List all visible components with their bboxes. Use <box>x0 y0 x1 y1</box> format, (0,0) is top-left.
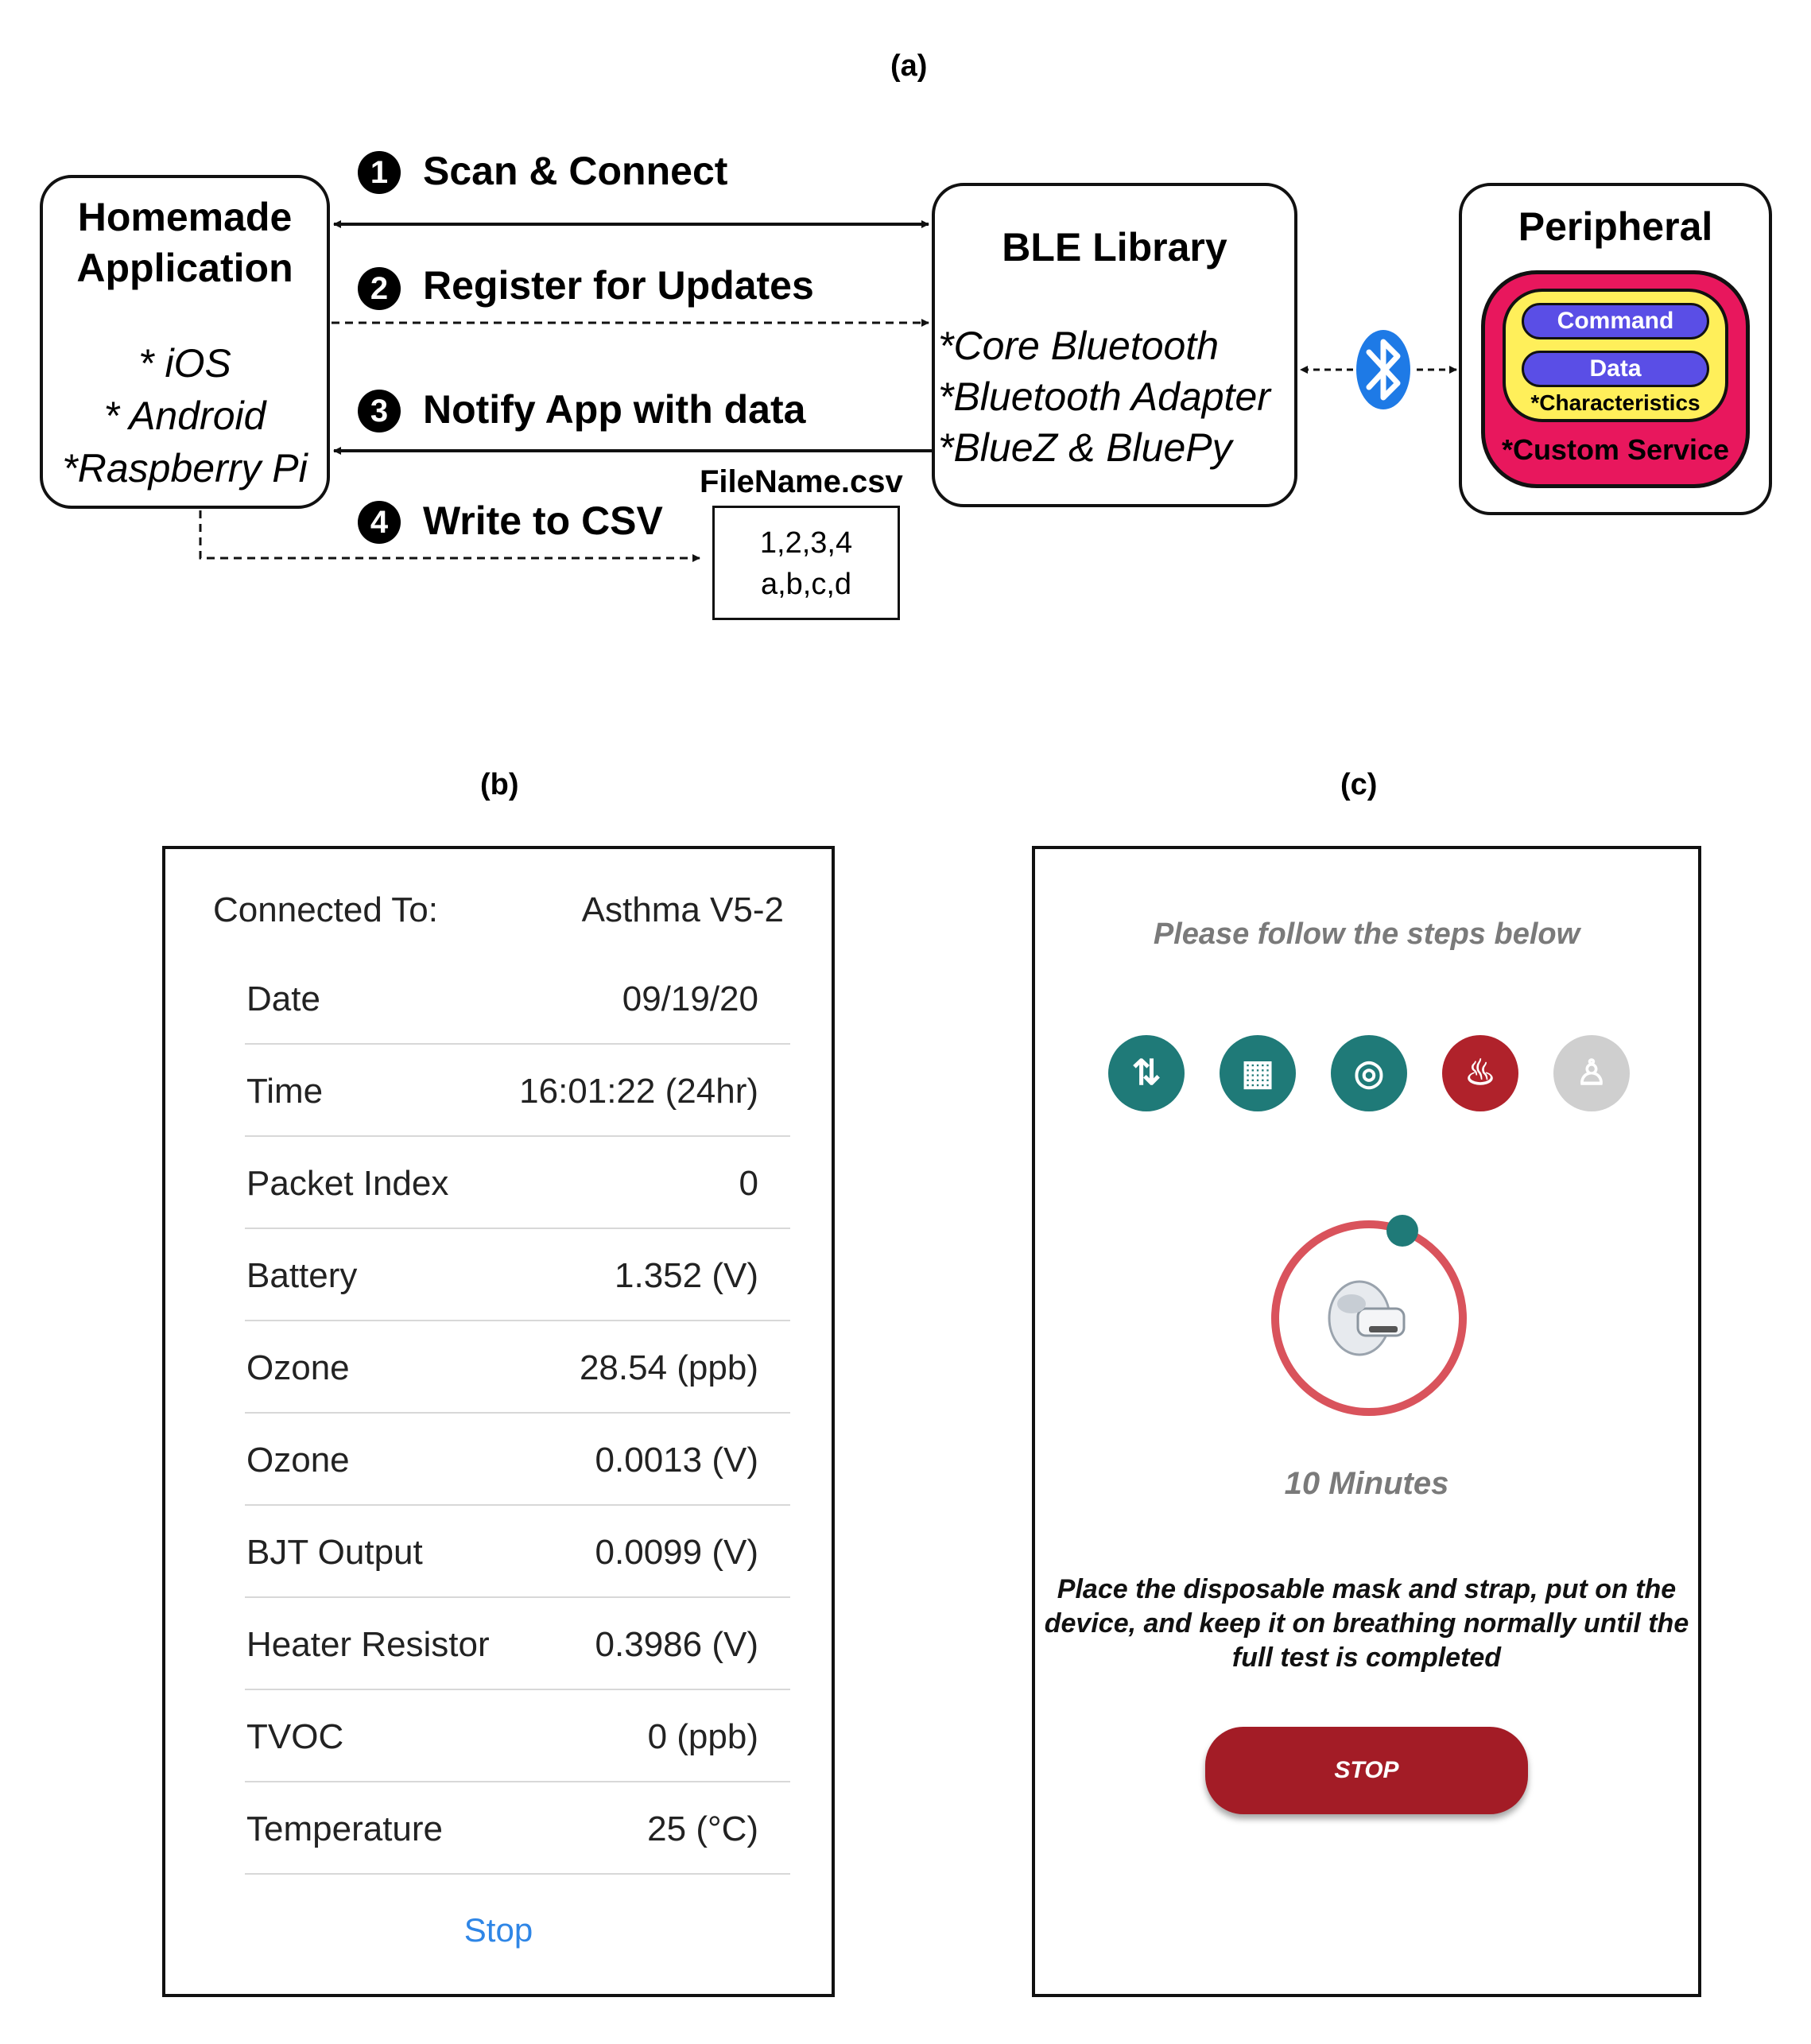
timer-label: 10 Minutes <box>1284 1466 1449 1501</box>
table-row <box>245 952 790 1045</box>
table-row <box>245 1045 790 1137</box>
panel-a-arrows <box>0 0 1811 716</box>
step-2-badge: 2 <box>358 267 401 310</box>
row-label: BJT Output <box>246 1533 423 1572</box>
step-3-text: Notify App with data <box>423 387 806 432</box>
csv-file-box <box>712 506 900 620</box>
row-label: Heater Resistor <box>246 1625 490 1664</box>
platform-android: * Android <box>103 394 266 438</box>
sensor-readings-screen <box>162 846 835 1997</box>
row-value: 16:01:22 (24hr) <box>519 1072 758 1111</box>
row-label: Ozone <box>246 1441 350 1480</box>
mask-device-icon <box>1329 1282 1404 1355</box>
panel-b-label: (b) <box>480 768 519 801</box>
row-value: 1.352 (V) <box>615 1256 758 1295</box>
grid-icon[interactable]: ▦ <box>1220 1035 1296 1111</box>
panel-a-label: (a) <box>890 49 928 83</box>
table-row <box>245 1598 790 1690</box>
instruction-text: Place the disposable mask and strap, put on the device, and keep it on breathing normally until the full test is completed <box>1044 1574 1689 1673</box>
step-1-badge: 1 <box>358 151 401 194</box>
step-4-text: Write to CSV <box>423 498 663 543</box>
swap-icon[interactable]: ⇅ <box>1108 1035 1185 1111</box>
target-icon[interactable]: ◎ <box>1331 1035 1407 1111</box>
timer-ring <box>1258 1207 1480 1429</box>
table-row <box>245 1782 790 1875</box>
row-label: Time <box>246 1072 324 1111</box>
platform-raspberry-pi: *Raspberry Pi <box>62 446 308 491</box>
app-title-line1: Homemade <box>77 195 293 239</box>
step-4-badge: 4 <box>358 501 401 544</box>
test-progress-screen <box>1032 846 1701 1997</box>
step-3-badge: 3 <box>358 390 401 432</box>
csv-filename: FileName.csv <box>700 464 903 499</box>
row-label: Ozone <box>246 1348 350 1387</box>
table-row <box>245 1321 790 1414</box>
table-row <box>245 1506 790 1598</box>
row-value: 0 <box>739 1164 758 1203</box>
step-2-text: Register for Updates <box>423 263 814 308</box>
bluetooth-icon <box>1356 330 1410 409</box>
row-value: 25 (°C) <box>647 1809 758 1848</box>
stop-button[interactable]: STOP <box>1205 1727 1528 1814</box>
app-title-line2: Application <box>76 246 293 290</box>
table-row <box>245 1137 790 1229</box>
peripheral-title: Peripheral <box>1518 204 1713 249</box>
ble-item-bluez-bluepy: *BlueZ & BluePy <box>938 425 1232 470</box>
ble-item-core-bluetooth: *Core Bluetooth <box>938 324 1220 368</box>
row-value: 28.54 (ppb) <box>579 1348 758 1387</box>
table-row <box>245 1414 790 1506</box>
table-row <box>245 1690 790 1782</box>
row-value: 0.3986 (V) <box>595 1625 758 1664</box>
flame-icon[interactable]: ♨ <box>1442 1035 1518 1111</box>
data-label: Data <box>1589 355 1642 382</box>
csv-line-1: 1,2,3,4 <box>759 526 853 560</box>
row-value: 09/19/20 <box>622 979 758 1018</box>
row-label: Date <box>246 979 320 1018</box>
characteristics-label: *Characteristics <box>1530 390 1700 415</box>
steps-heading: Please follow the steps below <box>1153 917 1580 951</box>
row-label: Battery <box>246 1256 358 1295</box>
panel-c-label: (c) <box>1340 768 1378 801</box>
csv-line-2: a,b,c,d <box>760 568 852 601</box>
table-row <box>245 1229 790 1321</box>
timer-knob <box>1386 1215 1418 1247</box>
row-value: 0.0013 (V) <box>595 1441 758 1480</box>
row-label: Packet Index <box>246 1164 449 1203</box>
row-value: 0.0099 (V) <box>595 1533 758 1572</box>
stop-link[interactable]: Stop <box>463 1911 533 1949</box>
ble-title: BLE Library <box>1002 225 1227 270</box>
platform-ios: * iOS <box>138 341 231 386</box>
step-1-text: Scan & Connect <box>423 149 728 193</box>
connected-device-name: Asthma V5-2 <box>581 890 784 929</box>
row-value: 0 (ppb) <box>647 1717 758 1756</box>
row-label: Temperature <box>246 1809 444 1848</box>
row-label: TVOC <box>246 1717 344 1756</box>
person-icon[interactable]: ♙ <box>1553 1035 1630 1111</box>
connected-to-label: Connected To: <box>213 890 438 929</box>
command-label: Command <box>1557 308 1674 334</box>
custom-service-label: *Custom Service <box>1501 433 1730 466</box>
ble-item-bluetooth-adapter: *Bluetooth Adapter <box>938 374 1270 419</box>
